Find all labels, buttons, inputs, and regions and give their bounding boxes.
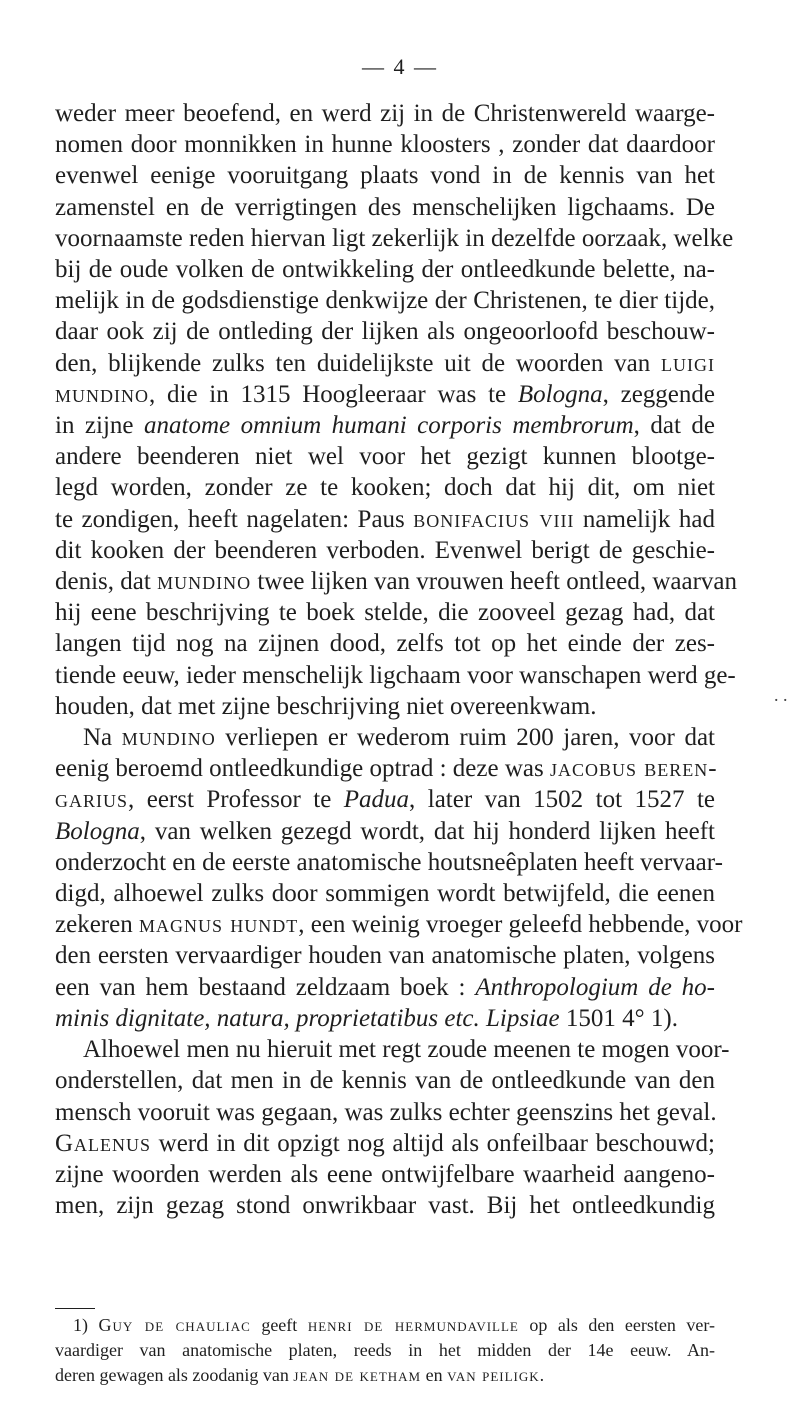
text-run: men, zijn gezag stond onwrikbaar vast. Bij het ontleedkundig (55, 1192, 715, 1220)
text-run: verliepen er wederom ruim 200 jaren, voor dat (215, 724, 715, 752)
italic-text: Padua (343, 786, 410, 814)
small-caps-name: henri de hermundaville (307, 1315, 519, 1335)
text-run: onderzocht en de eerste anatomische houtsneêplaten heeft vervaar- (55, 848, 723, 876)
text-line (55, 753, 718, 784)
small-caps-name: Galenus (55, 1129, 152, 1157)
italic-text: anatome omnium humani corporis membrorum (144, 412, 634, 440)
text-run: houden, dat met zijne beschrijving niet overeenkwam. (55, 692, 597, 720)
text-line (55, 816, 715, 847)
text-run: op als den eersten ver- (518, 1315, 715, 1335)
text-line (55, 472, 715, 503)
text-run: , een weinig vroeger geleefd hebbende, voor (298, 911, 743, 939)
small-caps-name: jacobus beren- (549, 755, 718, 783)
text-run: daar ook zij de ontleding der lijken als ongeoorloofd beschouw- (55, 318, 715, 346)
text-line (55, 1159, 715, 1190)
small-caps-name: Guy de chauliac (98, 1315, 251, 1335)
text-run: een van hem bestaand zeldzaam boek : (55, 973, 476, 1001)
italic-text: minis dignitate, natura, proprietatibus etc. Lipsiae (55, 1004, 560, 1032)
text-line (55, 597, 715, 628)
text-line (55, 379, 715, 410)
text-line (55, 722, 715, 753)
text-run: weder meer beoefend, en werd zij in de Christenwereld waarge- (55, 100, 715, 127)
text-run: tiende eeuw, ieder menschelijk ligchaam voor wanschapen werd ge- (55, 661, 736, 689)
small-caps-name: mundino (55, 380, 149, 408)
text-run: vaardiger van anatomische platen, reeds in het midden der 14e eeuw. An- (55, 1340, 715, 1360)
text-run: . (539, 1365, 545, 1385)
italic-text: Bologna (55, 817, 140, 845)
small-caps-name: jean de ketham (293, 1365, 422, 1385)
text-run: melijk in de godsdienstige denkwijze der Christenen, te dier tijde, (55, 287, 715, 315)
text-run: geeft (250, 1315, 308, 1335)
text-run: hij eene beschrijving te boek stelde, die zooveel gezag had, dat (55, 599, 715, 627)
text-line (55, 160, 715, 191)
text-line (55, 660, 736, 691)
text-run: onderstellen, dat men in de kennis van de ontleedkunde van den (55, 1067, 715, 1095)
text-line (55, 847, 723, 878)
margin-mark: . . (774, 685, 788, 705)
text-run: zijne woorden werden als eene ontwijfelbare waarheid aangeno- (55, 1160, 715, 1188)
text-run: evenwel eenige vooruitgang plaats vond in de kennis van het (55, 162, 715, 190)
text-line (55, 628, 715, 659)
body-text (55, 98, 743, 1221)
text-run: , later van 1502 tot 1527 te (409, 786, 715, 814)
footnote-line (55, 1313, 715, 1338)
text-run: digd, alhoewel zulks door sommigen wordt betwijfeld, die eenen (55, 880, 715, 908)
text-line (55, 98, 715, 129)
text-line (55, 441, 715, 472)
text-line (55, 784, 715, 815)
text-run: werd in dit opzigt nog altijd als onfeilbaar beschouwd; (151, 1129, 715, 1157)
footnote-divider (55, 1308, 95, 1309)
text-run: nomen door monnikken in hunne kloosters , zonder dat daardoor (55, 131, 715, 159)
text-line (55, 223, 734, 254)
text-line (55, 1003, 715, 1034)
footnote-line (55, 1363, 715, 1388)
text-run: , eerst Professor te (128, 786, 344, 814)
text-line (55, 410, 715, 441)
text-run: te zondigen, heeft nagelaten: Paus (55, 505, 414, 533)
text-run: den, blijkende zulks ten duidelijkste uit de woorden van (55, 349, 662, 377)
text-run: andere beenderen niet wel voor het gezigt kunnen blootge- (55, 443, 715, 471)
small-caps-name: mundino (121, 724, 216, 752)
text-line (55, 1190, 715, 1221)
text-line (55, 129, 715, 160)
footnotes (55, 1313, 715, 1388)
text-run: legd worden, zonder ze te kooken; doch dat hij dit, om niet (55, 474, 715, 502)
text-line (55, 535, 715, 566)
text-line (55, 691, 715, 722)
text-line (55, 504, 715, 535)
text-line (55, 1097, 715, 1128)
text-run: zamenstel en de verrigtingen des menschelijken ligchaams. De (55, 193, 715, 221)
text-run: namelijk had (574, 505, 715, 533)
text-run: eenig beroemd ontleedkundige optrad : deze was (55, 755, 550, 783)
text-run: 1501 4° 1). (559, 1004, 678, 1032)
text-line (55, 972, 715, 1003)
text-line (55, 909, 743, 940)
text-run: 1) (73, 1315, 99, 1335)
text-line (55, 1065, 715, 1096)
text-line (55, 940, 715, 971)
text-run: dit kooken der beenderen verboden. Evenwel berigt de geschie- (55, 536, 715, 564)
italic-text: Bologna (517, 380, 603, 408)
italic-text: Anthropologium de ho- (475, 973, 715, 1001)
text-run: twee lijken van vrouwen heeft ontleed, waarvan (251, 568, 737, 596)
text-run: , van welken gezegd wordt, dat hij honderd lijken heeft (139, 817, 715, 845)
small-caps-name: bonifacius viii (413, 505, 575, 533)
text-line (55, 1034, 730, 1065)
small-caps-name: van peiligk (447, 1365, 540, 1385)
text-run: en (421, 1365, 448, 1385)
small-caps-name: mundino (157, 568, 252, 596)
text-line (55, 285, 715, 316)
small-caps-name: garius (55, 786, 129, 814)
text-run: Na (83, 724, 122, 752)
text-line (55, 192, 715, 223)
text-run: bij de oude volken de ontwikkeling der ontleedkunde belette, na- (55, 256, 715, 284)
text-run: in zijne (55, 412, 145, 440)
text-run: , dat de (633, 412, 716, 440)
small-caps-name: luigi (661, 349, 715, 377)
text-line (55, 348, 715, 379)
text-run: langen tijd nog na zijnen dood, zelfs tot op het einde der zes- (55, 630, 715, 658)
text-run: mensch vooruit was gegaan, was zulks echter geenszins het geval. (55, 1098, 717, 1126)
text-run: , zeggende (602, 380, 715, 408)
text-run: denis, dat (55, 568, 158, 596)
text-run: den eersten vervaardiger houden van anatomische platen, volgens (55, 942, 715, 970)
text-run: voornaamste reden hiervan ligt zekerlijk in dezelfde oorzaak, welke (55, 224, 734, 252)
small-caps-name: magnus hundt (138, 911, 299, 939)
text-line (55, 566, 737, 597)
text-run: Alhoewel men nu hieruit met regt zoude meenen te mogen voor- (83, 1036, 730, 1064)
page-number: — 4 — (362, 54, 438, 79)
text-run: , die in 1315 Hoogleeraar was te (149, 380, 518, 408)
text-line (55, 254, 715, 285)
text-line (55, 878, 715, 909)
footnote-line (55, 1338, 715, 1363)
text-line (55, 1128, 715, 1159)
text-run: zekeren (55, 911, 139, 939)
text-run: deren gewagen als zoodanig van (55, 1365, 294, 1385)
text-line (55, 316, 715, 347)
